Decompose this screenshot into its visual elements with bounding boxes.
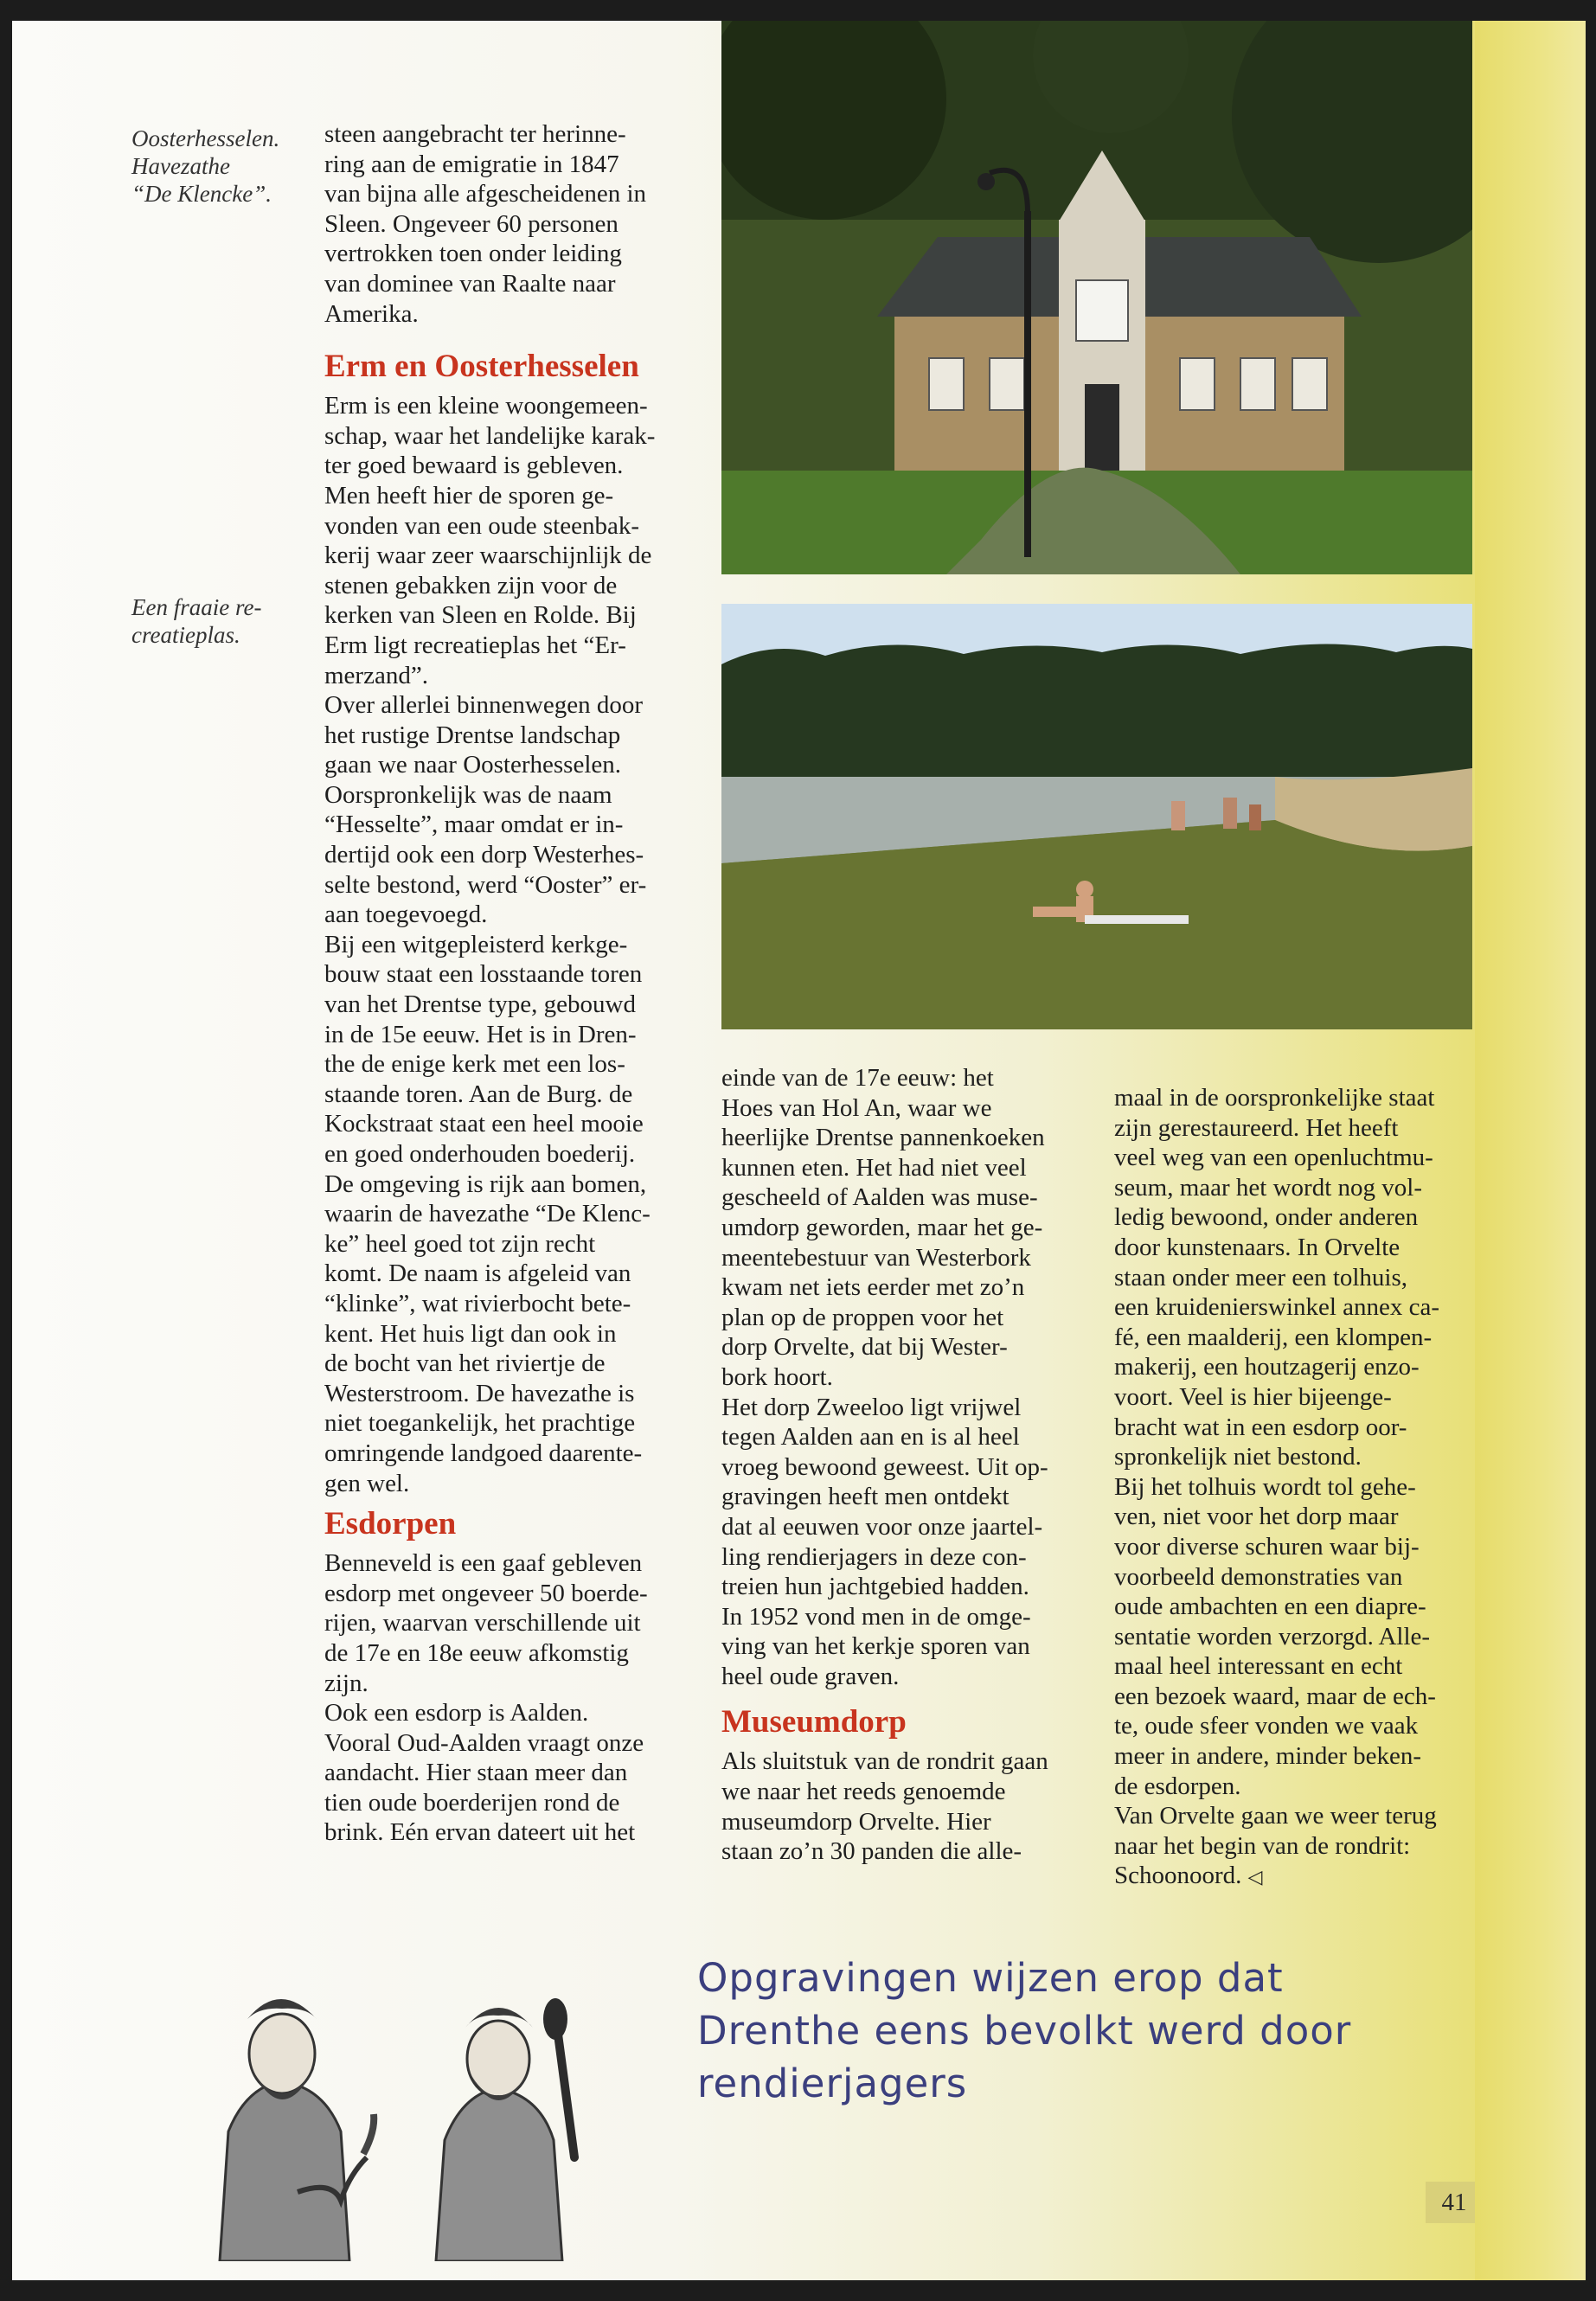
text-line: gaan we naar Oosterhesselen. xyxy=(324,751,622,779)
text-line: esdorp met ongeveer 50 boerde- xyxy=(324,1579,648,1607)
text-line: maal in de oorspronkelijke staat xyxy=(1114,1084,1435,1112)
text-line: veel weg van een openluchtmu- xyxy=(1114,1144,1433,1172)
paragraph-intro xyxy=(324,119,696,329)
end-of-article-icon: ◁ xyxy=(1247,1866,1263,1888)
text-line: Ook een esdorp is Aalden. xyxy=(324,1699,589,1727)
heading-esdorpen: Esdorpen xyxy=(324,1506,457,1542)
text-line: vertrokken toen onder leiding xyxy=(324,240,622,268)
text-line: De omgeving is rijk aan bomen, xyxy=(324,1170,647,1198)
text-line: dat al eeuwen voor onze jaartel- xyxy=(721,1512,1043,1541)
text-column-1 xyxy=(324,119,696,1848)
text-line: heel oude graven. xyxy=(721,1662,900,1690)
text-line: ledig bewoond, onder anderen xyxy=(1114,1203,1419,1232)
text-line: Van Orvelte gaan we weer terug xyxy=(1114,1802,1437,1830)
text-line: brink. Eén ervan dateert uit het xyxy=(324,1818,636,1847)
text-line: sentatie worden verzorgd. Alle- xyxy=(1114,1622,1431,1650)
text-line: Benneveld is een gaaf gebleven xyxy=(324,1549,643,1578)
text-line: fé, een maalderij, een klompen- xyxy=(1114,1323,1433,1351)
text-line: komt. De naam is afgeleid van xyxy=(324,1259,631,1288)
rendierjagers-illustration xyxy=(194,1984,678,2261)
text-line: spronkelijk niet bestond. xyxy=(1114,1443,1362,1471)
paragraph-orvelte xyxy=(1114,1083,1475,1893)
text-line: Over allerlei binnenwegen door xyxy=(324,691,643,720)
text-line: Kockstraat staat een heel mooie xyxy=(324,1110,644,1138)
text-line: zijn. xyxy=(324,1669,369,1697)
text-line: In 1952 vond men in de omge- xyxy=(721,1602,1031,1631)
text-line: ring aan de emigratie in 1847 xyxy=(324,150,619,178)
paragraph-erm xyxy=(324,391,696,1498)
text-line: Sleen. Ongeveer 60 personen xyxy=(324,209,619,238)
text-line: staan onder meer een tolhuis, xyxy=(1114,1263,1408,1292)
right-color-strip xyxy=(1475,21,1586,2280)
text-line: te, oude sfeer vonden we vaak xyxy=(1114,1712,1419,1740)
text-line: voort. Veel is hier bijeenge- xyxy=(1114,1382,1392,1411)
text-line: waarin de havezathe “De Klenc- xyxy=(324,1200,651,1228)
text-line: we naar het reeds genoemde xyxy=(721,1778,1006,1806)
text-line: in de 15e eeuw. Het is in Dren- xyxy=(324,1020,637,1048)
text-column-3 xyxy=(1114,1083,1475,1893)
text-line: meentebestuur van Westerbork xyxy=(721,1243,1031,1272)
text-line: seum, maar het wordt nog vol- xyxy=(1114,1173,1422,1202)
text-line: vroeg bewoond geweest. Uit op- xyxy=(721,1452,1048,1481)
text-line: Als sluitstuk van de rondrit gaan xyxy=(721,1747,1048,1776)
text-line: ke” heel goed tot zijn recht xyxy=(324,1229,596,1258)
text-line: steen aangebracht ter herinne- xyxy=(324,120,626,148)
text-line: van het Drentse type, gebouwd xyxy=(324,990,636,1019)
paragraph-museumdorp xyxy=(721,1747,1102,1866)
text-line: het rustige Drentse landschap xyxy=(324,721,621,749)
caption-havezathe xyxy=(131,125,313,208)
caption-line: Havezathe xyxy=(131,153,230,179)
text-line: vonden van een oude steenbak- xyxy=(324,511,639,540)
text-line: merzand”. xyxy=(324,661,428,689)
text-line: umdorp geworden, maar het ge- xyxy=(721,1213,1043,1241)
text-line: maal heel interessant en echt xyxy=(1114,1652,1403,1681)
text-line: Amerika. xyxy=(324,299,419,328)
hunter-left-figure xyxy=(220,1999,374,2261)
text-line: gen wel. xyxy=(324,1469,410,1497)
text-line: ter goed bewaard is gebleven. xyxy=(324,452,624,480)
text-line: Westerstroom. De havezathe is xyxy=(324,1379,635,1407)
photo-recreatieplas-ermerzand xyxy=(721,604,1472,1029)
text-line: oude ambachten en een diapre- xyxy=(1114,1593,1426,1621)
text-line: een kruidenierswinkel annex ca- xyxy=(1114,1293,1440,1322)
page-number: 41 xyxy=(1426,2182,1475,2223)
text-line: van bijna alle afgescheidenen in xyxy=(324,180,647,208)
pull-quote xyxy=(697,1952,1458,2110)
text-line: dorp Orvelte, dat bij Wester- xyxy=(721,1333,1008,1362)
text-line: makerij, een houtzagerij enzo- xyxy=(1114,1353,1420,1381)
text-column-2 xyxy=(721,1063,1102,1867)
text-line: bork hoort. xyxy=(721,1362,833,1391)
text-line: voor diverse schuren waar bij- xyxy=(1114,1532,1420,1561)
caption-line: creatieplas. xyxy=(131,622,240,648)
text-line: tegen Aalden aan en is al heel xyxy=(721,1423,1020,1452)
text-line: dertijd ook een dorp Westerhes- xyxy=(324,841,644,869)
text-line: “klinke”, wat rivierbocht bete- xyxy=(324,1289,631,1317)
text-line: kunnen eten. Het had niet veel xyxy=(721,1153,1027,1182)
text-line: selte bestond, werd “Ooster” er- xyxy=(324,870,647,899)
text-line: rijen, waarvan verschillende uit xyxy=(324,1609,641,1638)
text-line: the de enige kerk met een los- xyxy=(324,1050,625,1079)
paragraph-aalden xyxy=(721,1063,1102,1691)
text-line: Erm ligt recreatieplas het “Er- xyxy=(324,631,626,659)
text-line: naar het begin van de rondrit: xyxy=(1114,1831,1411,1860)
pull-quote-line: Drenthe eens bevolkt werd door xyxy=(697,2008,1352,2054)
caption-line: Een fraaie re- xyxy=(131,594,262,620)
text-line: de bocht van het riviertje de xyxy=(324,1349,606,1378)
text-line: Oorspronkelijk was de naam xyxy=(324,780,612,809)
text-line: niet toegankelijk, het prachtige xyxy=(324,1409,636,1438)
text-line: ven, niet voor het dorp maar xyxy=(1114,1503,1399,1531)
pull-quote-line: rendierjagers xyxy=(697,2061,968,2106)
text-line: kerij waar zeer waarschijnlijk de xyxy=(324,542,652,570)
text-line: gravingen heeft men ontdekt xyxy=(721,1483,1010,1511)
text-line: een bezoek waard, maar de ech- xyxy=(1114,1682,1436,1710)
caption-line: Oosterhesselen. xyxy=(131,125,280,151)
text-line: meer in andere, minder beken- xyxy=(1114,1742,1422,1771)
text-line: omringende landgoed daarente- xyxy=(324,1439,643,1467)
text-line: heerlijke Drentse pannenkoeken xyxy=(721,1124,1045,1152)
photo-havezathe-de-klencke xyxy=(721,21,1472,574)
last-line-text: Schoonoord. xyxy=(1114,1862,1242,1890)
text-line: voorbeeld demonstraties van xyxy=(1114,1562,1403,1591)
paragraph-esdorpen xyxy=(324,1548,696,1848)
text-line: staan zo’n 30 panden die alle- xyxy=(721,1837,1022,1866)
text-line: zijn gerestaureerd. Het heeft xyxy=(1114,1113,1399,1142)
text-line: schap, waar het landelijke karak- xyxy=(324,421,656,450)
text-line: Het dorp Zweeloo ligt vrijwel xyxy=(721,1393,1022,1421)
text-line: kerken van Sleen en Rolde. Bij xyxy=(324,601,637,630)
text-line: plan op de proppen voor het xyxy=(721,1303,1004,1331)
text-line: Vooral Oud-Aalden vraagt onze xyxy=(324,1728,644,1757)
text-line: Bij het tolhuis wordt tol gehe- xyxy=(1114,1472,1416,1501)
text-line: kent. Het huis ligt dan ook in xyxy=(324,1319,617,1348)
text-line: en goed onderhouden boederij. xyxy=(324,1140,636,1168)
text-line: “Hesselte”, maar omdat er in- xyxy=(324,811,624,839)
text-line: gescheeld of Aalden was muse- xyxy=(721,1183,1038,1212)
hunter-right-figure xyxy=(436,1998,574,2261)
text-line: de esdorpen. xyxy=(1114,1772,1241,1800)
text-line: einde van de 17e eeuw: het xyxy=(721,1064,994,1092)
text-line: de 17e en 18e eeuw afkomstig xyxy=(324,1638,629,1667)
text-line: Erm is een kleine woongemeen- xyxy=(324,392,648,420)
text-line: staande toren. Aan de Burg. de xyxy=(324,1080,633,1108)
text-line: bouw staat een losstaande toren xyxy=(324,960,643,989)
text-line: aandacht. Hier staan meer dan xyxy=(324,1759,628,1787)
heading-erm-en-oosterhesselen: Erm en Oosterhesselen xyxy=(324,349,639,385)
text-line: tien oude boerderijen rond de xyxy=(324,1788,620,1817)
text-line: aan toegevoegd. xyxy=(324,901,488,929)
text-line: van dominee van Raalte naar xyxy=(324,269,616,298)
caption-recreatieplas xyxy=(131,593,313,649)
text-line: stenen gebakken zijn voor de xyxy=(324,571,618,599)
pull-quote-line: Opgravingen wijzen erop dat xyxy=(697,1955,1284,2001)
recreatieplas-scene xyxy=(721,604,1472,1029)
caption-line: “De Klencke”. xyxy=(131,181,272,207)
text-line: bracht wat in een esdorp oor- xyxy=(1114,1413,1407,1441)
text-line: Men heeft hier de sporen ge- xyxy=(324,481,614,510)
text-line: ving van het kerkje sporen van xyxy=(721,1632,1030,1661)
text-line: Bij een witgepleisterd kerkge- xyxy=(324,930,628,958)
text-line: museumdorp Orvelte. Hier xyxy=(721,1807,991,1836)
text-line: ling rendierjagers in deze con- xyxy=(721,1542,1027,1571)
text-line: Hoes van Hol An, waar we xyxy=(721,1093,992,1122)
text-line-last xyxy=(1114,1861,1475,1893)
text-line: treien hun jachtgebied hadden. xyxy=(721,1573,1029,1601)
heading-museumdorp: Museumdorp xyxy=(721,1704,907,1740)
text-line: door kunstenaars. In Orvelte xyxy=(1114,1233,1401,1261)
text-line: kwam net iets eerder met zo’n xyxy=(721,1273,1025,1302)
havezathe-scene xyxy=(721,21,1472,574)
